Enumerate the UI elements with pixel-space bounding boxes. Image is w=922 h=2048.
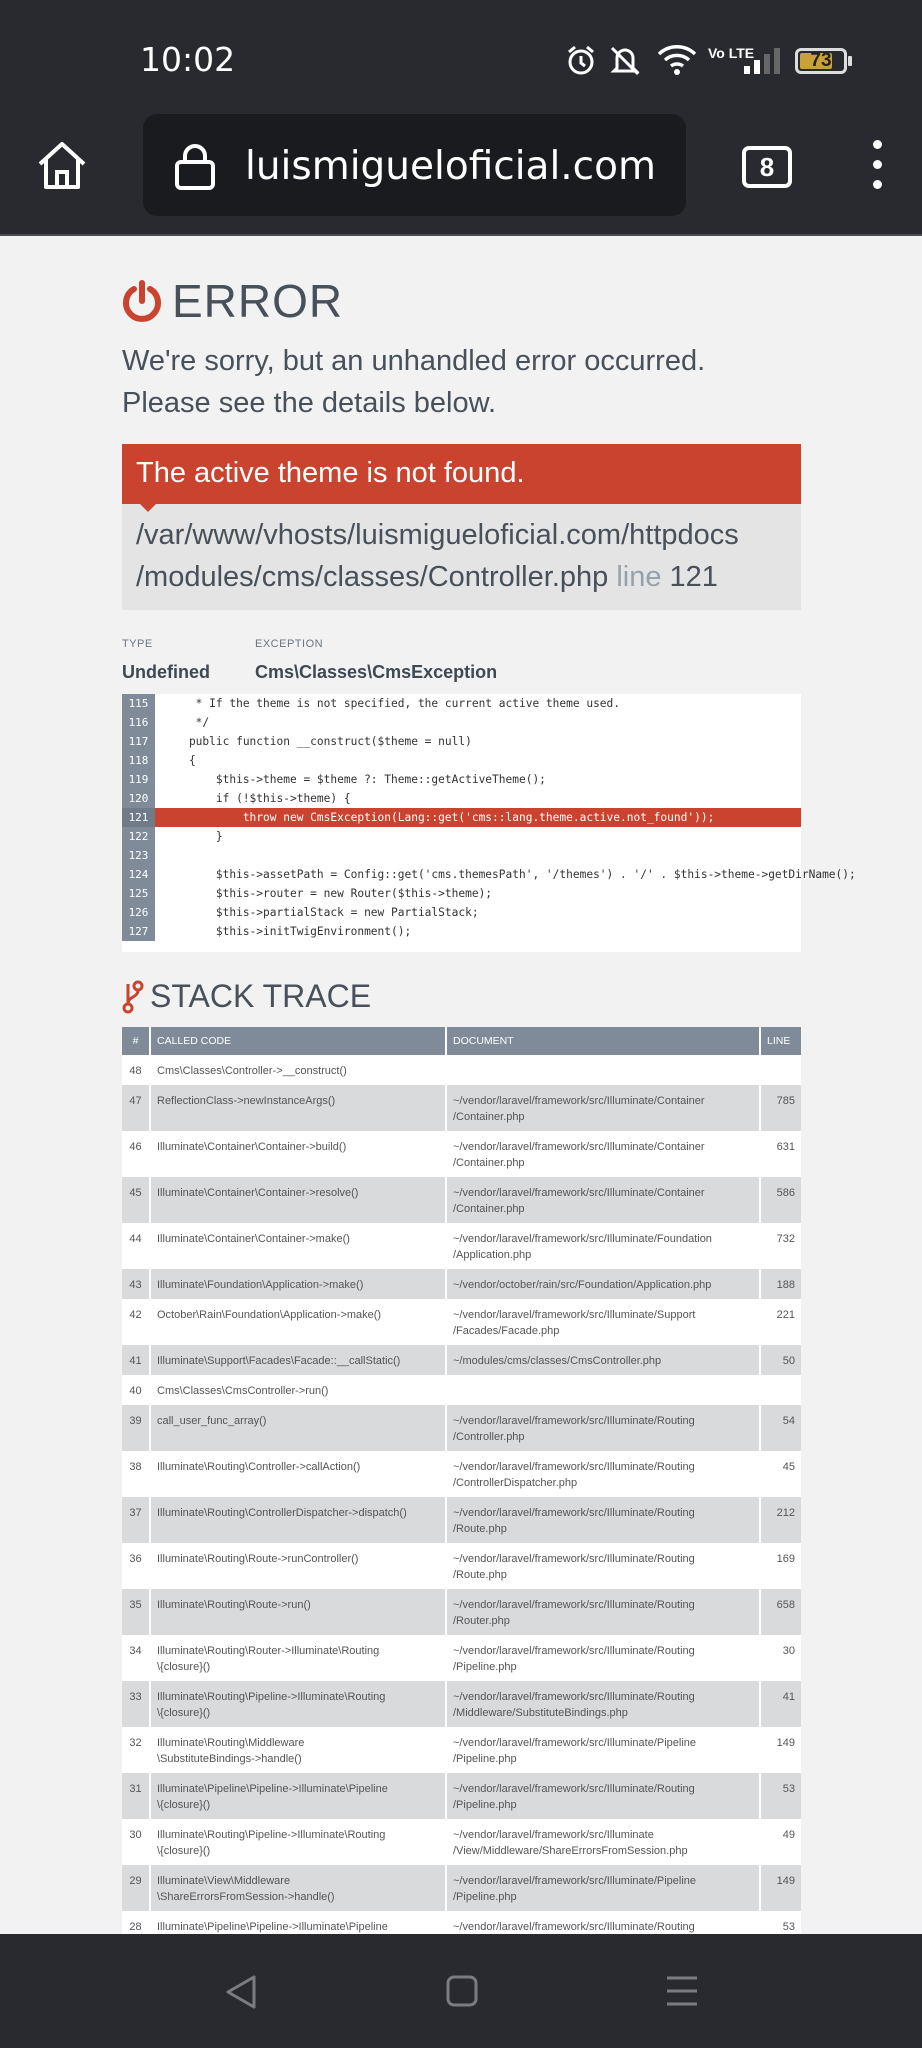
stack-cell-doc: ~/vendor/laravel/framework/src/Illuminate/Routing /Pipeline.php xyxy=(446,1635,760,1681)
stack-cell-doc: ~/vendor/laravel/framework/src/Illuminate/Routing /Pipeline.php xyxy=(446,1773,760,1819)
code-line-number: 124 xyxy=(122,865,155,884)
stack-cell-no: 44 xyxy=(122,1223,150,1269)
stack-cell-doc: ~/vendor/laravel/framework/src/Illuminate/Foundation /Application.php xyxy=(446,1223,760,1269)
code-line xyxy=(122,694,801,713)
stack-cell-no: 47 xyxy=(122,1085,150,1131)
code-line xyxy=(122,827,801,846)
stack-cell-line: 45 xyxy=(760,1451,801,1497)
code-line-text: throw new CmsException(Lang::get('cms::lang.theme.active.not_found')); xyxy=(162,811,715,824)
stack-cell-doc: ~/modules/cms/classes/CmsController.php xyxy=(446,1345,760,1375)
code-line xyxy=(122,732,801,751)
code-line-text: $this->initTwigEnvironment(); xyxy=(162,925,412,938)
power-icon xyxy=(122,280,162,324)
code-line-number: 115 xyxy=(122,694,155,713)
stack-cell-code: Illuminate\Routing\Pipeline->Illuminate\Routing \{closure}() xyxy=(150,1819,446,1865)
code-line-number: 127 xyxy=(122,922,155,941)
branch-icon xyxy=(122,980,144,1014)
stack-cell-no: 32 xyxy=(122,1727,150,1773)
code-line-number: 126 xyxy=(122,903,155,922)
stack-row xyxy=(122,1055,801,1085)
code-line-number: 120 xyxy=(122,789,155,808)
back-icon[interactable] xyxy=(224,1974,258,2010)
code-line xyxy=(122,770,801,789)
system-nav-bar xyxy=(0,1934,922,2048)
stack-cell-doc: ~/vendor/laravel/framework/src/Illuminate/Routing /Route.php xyxy=(446,1543,760,1589)
stack-cell-code: Illuminate\Routing\Controller->callAction() xyxy=(150,1451,446,1497)
stack-row xyxy=(122,1451,801,1497)
stack-cell-no: 36 xyxy=(122,1543,150,1589)
more-menu-icon[interactable] xyxy=(862,140,892,196)
line-label: line xyxy=(616,561,662,593)
stack-cell-code: Illuminate\Routing\Pipeline->Illuminate\Routing \{closure}() xyxy=(150,1681,446,1727)
stack-cell-doc: ~/vendor/laravel/framework/src/Illuminate/Container /Container.php xyxy=(446,1177,760,1223)
stack-cell-doc: ~/vendor/laravel/framework/src/Illuminate/Container /Container.php xyxy=(446,1131,760,1177)
code-line-text: */ xyxy=(162,716,210,729)
type-column xyxy=(122,638,210,683)
exception-message: The active theme is not found. xyxy=(122,444,801,504)
error-subtitle-line2: Please see the details below. xyxy=(122,387,497,419)
stack-cell-doc: ~/vendor/laravel/framework/src/Illuminate/Routing /Route.php xyxy=(446,1497,760,1543)
volte-label: Vo LTE xyxy=(708,45,755,61)
stack-cell-line: 53 xyxy=(760,1911,801,1957)
stack-cell-no: 30 xyxy=(122,1819,150,1865)
col-header-code: CALLED CODE xyxy=(150,1027,446,1055)
type-value: Undefined xyxy=(122,662,210,682)
line-number: 121 xyxy=(669,561,718,593)
error-subtitle xyxy=(122,340,801,424)
stack-cell-no: 38 xyxy=(122,1451,150,1497)
code-line-text: public function __construct($theme = null) xyxy=(162,735,472,748)
code-line-number: 121 xyxy=(122,808,155,827)
stack-cell-code: Illuminate\Routing\Router->Illuminate\Routing \{closure}() xyxy=(150,1635,446,1681)
stack-cell-no: 45 xyxy=(122,1177,150,1223)
stack-cell-code: Illuminate\Container\Container->build() xyxy=(150,1131,446,1177)
code-line xyxy=(122,713,801,732)
stack-cell-doc: ~/vendor/laravel/framework/src/Illuminate/Routing /Middleware/SubstituteBindings.php xyxy=(446,1681,760,1727)
tab-switcher-button[interactable]: 8 xyxy=(742,146,792,188)
stack-cell-code: Cms\Classes\CmsController->run() xyxy=(150,1375,446,1405)
home-icon[interactable] xyxy=(36,140,88,192)
home-nav-icon[interactable] xyxy=(445,1974,479,2008)
col-header-doc: DOCUMENT xyxy=(446,1027,760,1055)
stack-row xyxy=(122,1589,801,1635)
type-label: TYPE xyxy=(122,638,153,650)
stack-row xyxy=(122,1681,801,1727)
stack-cell-line: 785 xyxy=(760,1085,801,1131)
stack-cell-doc: ~/vendor/laravel/framework/src/Illuminate /View/Middleware/ShareErrorsFromSession.php xyxy=(446,1819,760,1865)
stack-cell-doc xyxy=(446,1055,760,1085)
error-subtitle-line1: We're sorry, but an unhandled error occurred. xyxy=(122,345,706,377)
code-line-text: $this->assetPath = Config::get('cms.themesPath', '/themes') . '/' . $this->theme->getDirName(); xyxy=(162,868,856,881)
stack-cell-line: 54 xyxy=(760,1405,801,1451)
stack-cell-no: 28 xyxy=(122,1911,150,1957)
stack-row xyxy=(122,1819,801,1865)
error-heading-text: ERROR xyxy=(172,275,344,327)
battery-tip xyxy=(848,56,852,66)
stack-cell-line: 53 xyxy=(760,1773,801,1819)
lock-icon xyxy=(173,142,217,190)
exception-value: Cms\Classes\CmsException xyxy=(255,662,498,682)
stack-row xyxy=(122,1497,801,1543)
code-line-number: 117 xyxy=(122,732,155,751)
stack-cell-line xyxy=(760,1375,801,1405)
stack-row xyxy=(122,1543,801,1589)
stack-cell-no: 31 xyxy=(122,1773,150,1819)
stack-cell-line: 30 xyxy=(760,1635,801,1681)
col-header-no: # xyxy=(122,1027,150,1055)
stack-cell-code: Illuminate\Pipeline\Pipeline->Illuminate\Pipeline \{closure}() xyxy=(150,1773,446,1819)
code-line-text: $this->theme = $theme ?: Theme::getActiveTheme(); xyxy=(162,773,546,786)
code-line-number: 122 xyxy=(122,827,155,846)
stack-row xyxy=(122,1727,801,1773)
code-line-text: if (!$this->theme) { xyxy=(162,792,351,805)
exception-location xyxy=(122,504,801,610)
stack-cell-line: 658 xyxy=(760,1589,801,1635)
stack-cell-no: 29 xyxy=(122,1865,150,1911)
stack-row xyxy=(122,1865,801,1911)
stack-cell-code: Cms\Classes\Controller->__construct() xyxy=(150,1055,446,1085)
stack-trace-table xyxy=(122,1027,801,1957)
col-header-line: LINE xyxy=(760,1027,801,1055)
stack-cell-doc: ~/vendor/laravel/framework/src/Illuminate/Routing /Router.php xyxy=(446,1589,760,1635)
exception-path-line1: /var/www/vhosts/luismigueloficial.com/httpdocs xyxy=(136,519,739,551)
stack-cell-code: Illuminate\View\Middleware \ShareErrorsFromSession->handle() xyxy=(150,1865,446,1911)
stack-cell-doc: ~/vendor/laravel/framework/src/Illuminate/Pipeline /Pipeline.php xyxy=(446,1865,760,1911)
exception-label: EXCEPTION xyxy=(255,638,324,650)
status-bar xyxy=(0,0,922,110)
code-line xyxy=(122,751,801,770)
code-line xyxy=(122,903,801,922)
stack-cell-no: 43 xyxy=(122,1269,150,1299)
stack-row xyxy=(122,1299,801,1345)
stack-cell-code: Illuminate\Routing\Route->runController() xyxy=(150,1543,446,1589)
stack-cell-doc: ~/vendor/laravel/framework/src/Illuminate/Routing /ControllerDispatcher.php xyxy=(446,1451,760,1497)
stack-cell-code: October\Rain\Foundation\Application->make() xyxy=(150,1299,446,1345)
signal-icon xyxy=(742,44,782,76)
stack-cell-line: 631 xyxy=(760,1131,801,1177)
stack-cell-code: call_user_func_array() xyxy=(150,1405,446,1451)
address-bar[interactable] xyxy=(143,114,686,216)
stack-cell-code: Illuminate\Container\Container->resolve() xyxy=(150,1177,446,1223)
exception-column xyxy=(255,638,497,683)
stack-cell-doc: ~/vendor/laravel/framework/src/Illuminate/Support /Facades/Facade.php xyxy=(446,1299,760,1345)
stack-row xyxy=(122,1131,801,1177)
code-line-number: 119 xyxy=(122,770,155,789)
bell-muted-icon xyxy=(607,44,643,76)
stack-cell-doc: ~/vendor/laravel/framework/src/Illuminate/Routing /Controller.php xyxy=(446,1405,760,1451)
url-text: luismigueloficial.com xyxy=(245,144,656,189)
stack-cell-no: 41 xyxy=(122,1345,150,1375)
recents-icon[interactable] xyxy=(664,1974,700,2008)
status-time: 10:02 xyxy=(140,40,236,79)
stack-cell-no: 37 xyxy=(122,1497,150,1543)
stack-row xyxy=(122,1177,801,1223)
code-line-text: * If the theme is not specified, the current active theme used. xyxy=(162,697,621,710)
code-line xyxy=(122,846,801,865)
stack-cell-line: 50 xyxy=(760,1345,801,1375)
stack-cell-no: 33 xyxy=(122,1681,150,1727)
stack-cell-no: 40 xyxy=(122,1375,150,1405)
stack-row xyxy=(122,1773,801,1819)
code-line-text: { xyxy=(162,754,196,767)
code-line-number: 125 xyxy=(122,884,155,903)
stack-cell-doc xyxy=(446,1375,760,1405)
stack-cell-line: 41 xyxy=(760,1681,801,1727)
stack-row xyxy=(122,1345,801,1375)
stack-cell-line: 149 xyxy=(760,1865,801,1911)
exception-path-line2-wrap xyxy=(136,556,787,598)
stack-header-row xyxy=(122,1027,801,1055)
code-line xyxy=(122,789,801,808)
stack-cell-doc: ~/vendor/laravel/framework/src/Illuminate/Container /Container.php xyxy=(446,1085,760,1131)
stack-cell-no: 48 xyxy=(122,1055,150,1085)
stack-cell-line xyxy=(760,1055,801,1085)
stack-cell-line: 212 xyxy=(760,1497,801,1543)
stack-row xyxy=(122,1405,801,1451)
battery-icon xyxy=(795,48,847,74)
stack-cell-no: 46 xyxy=(122,1131,150,1177)
stack-cell-code: Illuminate\Routing\Route->run() xyxy=(150,1589,446,1635)
stack-row xyxy=(122,1085,801,1131)
code-line-text: $this->router = new Router($this->theme); xyxy=(162,887,493,900)
stack-cell-code: Illuminate\Pipeline\Pipeline->Illuminate\Pipeline xyxy=(150,1911,446,1957)
stack-cell-line: 586 xyxy=(760,1177,801,1223)
stack-cell-no: 35 xyxy=(122,1589,150,1635)
code-line-number: 123 xyxy=(122,846,155,865)
stack-cell-code: Illuminate\Support\Facades\Facade::__callStatic() xyxy=(150,1345,446,1375)
stack-row xyxy=(122,1269,801,1299)
code-snippet xyxy=(122,694,856,952)
code-line xyxy=(122,884,801,903)
stack-trace-title: STACK TRACE xyxy=(150,978,372,1014)
stack-row xyxy=(122,1223,801,1269)
code-line-text: } xyxy=(162,830,223,843)
alarm-icon xyxy=(565,44,597,76)
stack-cell-line: 732 xyxy=(760,1223,801,1269)
stack-cell-doc: ~/vendor/laravel/framework/src/Illuminate/Routing xyxy=(446,1911,760,1957)
exception-path-line2: /modules/cms/classes/Controller.php xyxy=(136,561,609,593)
stack-cell-no: 39 xyxy=(122,1405,150,1451)
browser-toolbar xyxy=(0,110,922,236)
exception-box xyxy=(122,444,801,610)
wifi-icon xyxy=(657,44,697,76)
stack-cell-code: Illuminate\Routing\Middleware \SubstituteBindings->handle() xyxy=(150,1727,446,1773)
code-line-number: 116 xyxy=(122,713,155,732)
stack-cell-code: Illuminate\Routing\ControllerDispatcher->dispatch() xyxy=(150,1497,446,1543)
code-line-highlighted xyxy=(122,808,801,827)
stack-cell-no: 34 xyxy=(122,1635,150,1681)
stack-row xyxy=(122,1635,801,1681)
stack-cell-line: 221 xyxy=(760,1299,801,1345)
code-line-text: $this->partialStack = new PartialStack; xyxy=(162,906,479,919)
stack-cell-line: 169 xyxy=(760,1543,801,1589)
battery-level: 73 xyxy=(810,50,832,71)
stack-row xyxy=(122,1375,801,1405)
stack-cell-line: 149 xyxy=(760,1727,801,1773)
code-line-number: 118 xyxy=(122,751,155,770)
stack-cell-code: Illuminate\Container\Container->make() xyxy=(150,1223,446,1269)
stack-cell-doc: ~/vendor/laravel/framework/src/Illuminate/Pipeline /Pipeline.php xyxy=(446,1727,760,1773)
code-line xyxy=(122,922,801,941)
stack-cell-code: Illuminate\Foundation\Application->make() xyxy=(150,1269,446,1299)
code-line xyxy=(122,865,856,884)
stack-cell-code: ReflectionClass->newInstanceArgs() xyxy=(150,1085,446,1131)
stack-cell-doc: ~/vendor/october/rain/src/Foundation/Application.php xyxy=(446,1269,760,1299)
stack-cell-no: 42 xyxy=(122,1299,150,1345)
stack-cell-line: 49 xyxy=(760,1819,801,1865)
stack-cell-line: 188 xyxy=(760,1269,801,1299)
